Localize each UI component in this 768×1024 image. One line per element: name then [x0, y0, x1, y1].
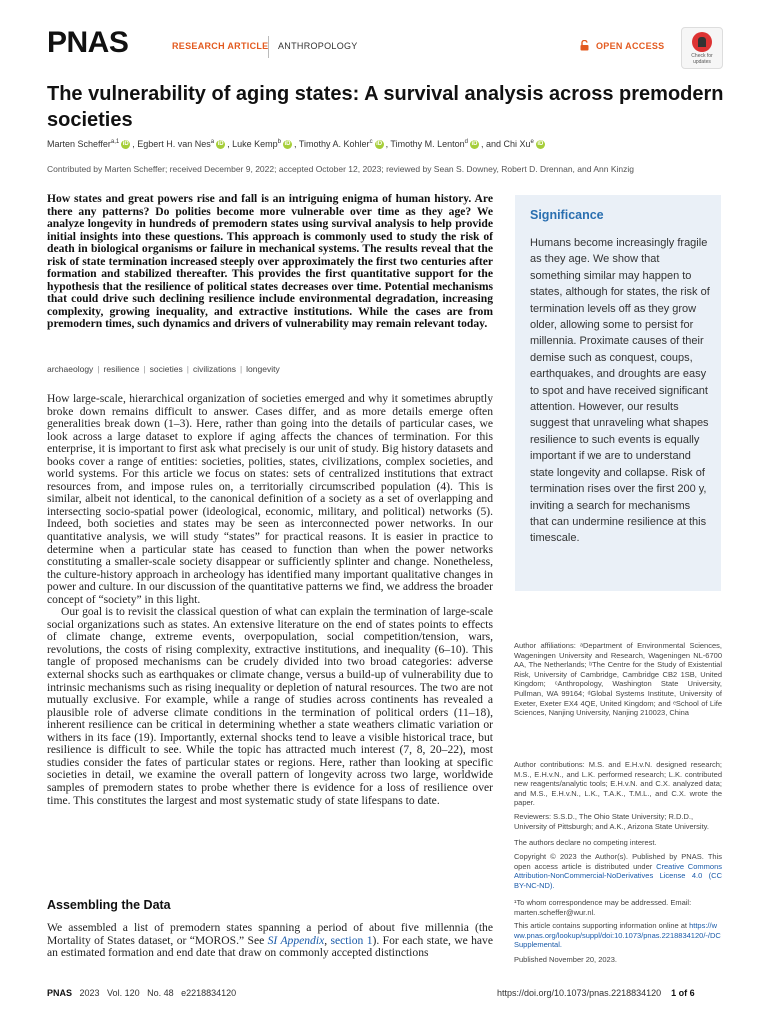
- author-name[interactable]: Chi Xu: [503, 139, 531, 149]
- author-contributions: Author contributions: M.S. and E.H.v.N. designed research; M.S., E.H.v.N., and L.K. performed research; L.K. contributed new reagents/analytic tools; E.H.v.N. and C.X. analyzed data; and M.S., E.H.v.N., L.K., T.A.K., T.M.L., and C.X. wrote the paper.: [514, 760, 722, 808]
- body-text: [47, 393, 493, 807]
- keyword[interactable]: archaeology: [47, 364, 94, 374]
- page-number: 1 of 6: [671, 988, 695, 998]
- footer-citation: PNAS 2023 Vol. 120 No. 48 e2218834120: [47, 988, 237, 998]
- orcid-icon[interactable]: iD: [471, 141, 478, 148]
- header-divider: [268, 36, 269, 58]
- contribution-line: Contributed by Marten Scheffer; received December 9, 2022; accepted October 12, 2023; reviewed by Sean S. Downey, Robert D. Drennan, and Ann Kinzig: [47, 164, 634, 174]
- body-paragraph: Our goal is to revisit the classical question of what can explain the termination of large-scale social organizations such as states. An extensive literature on the end of states points to effects of climate change, extreme events, overpopulation, social competition/tension, wars, revolutions, the costs of rising complexity, extractive institutions, and inequality (6–10). This tangle of proposed mechanisms can be crudely divided into two broad categories: adverse external shocks such as earthquakes or climate change, versus a build-up of vulnerability due to intrinsic mechanisms such as rising inequality or depletion of natural resources. The two are not mutually exclusive. For example, while a range of studies across continents has revealed a plausible role of adverse climate conditions in the termination of political orders (11–18), inherent resilience can be critical in determining whether a state weathers climatic variation or withers in its face (19). Importantly, external shocks tend to leave a visible historical trace, but resilience is difficult to see. While the topic has attracted much interest (7, 8, 20–22), most studies consider the fates of particular states or regions. Here, rather than looking at specific societies in detail, we examine the overall pattern of longevity across two large, worldwide samples of premodern states to probe whether there is evidence for a loss of resilience over time. This constitutes the largest and most systematic study of state lifespans to date.: [47, 605, 493, 807]
- significance-title: Significance: [530, 208, 604, 222]
- article-type: RESEARCH ARTICLE: [172, 41, 269, 51]
- open-access-lock-icon: [580, 40, 589, 51]
- check-updates-icon: [692, 32, 712, 52]
- footer-doi: [497, 988, 695, 998]
- open-access-label[interactable]: OPEN ACCESS: [596, 41, 665, 51]
- author-name[interactable]: Marten Scheffer: [47, 139, 111, 149]
- article-title: The vulnerability of aging states: A survival analysis across premodern societies: [47, 83, 724, 131]
- author-name[interactable]: Timothy M. Lenton: [390, 139, 465, 149]
- author-name[interactable]: Egbert H. van Nes: [137, 139, 211, 149]
- author-name[interactable]: Luke Kemp: [232, 139, 278, 149]
- author-name[interactable]: Timothy A. Kohler: [298, 139, 370, 149]
- orcid-icon[interactable]: iD: [284, 141, 291, 148]
- check-for-updates-badge[interactable]: [681, 27, 723, 69]
- si-section-link[interactable]: section 1: [330, 933, 373, 947]
- copyright: Copyright © 2023 the Author(s). Published by PNAS. This open access article is distributed under Creative Commons Attribution-NonCommercial-NoDerivatives License 4.0 (CC BY-NC-ND).: [514, 852, 722, 890]
- significance-text: Humans become increasingly fragile as they age. We show that something similar may happen to states, although for states, the risk of termination levels off as they grow older, allowing some to persist for millennia. Proximate causes of their demise such as conquest, coups, earthquakes, and droughts are easy to spot and have received significant attention. However, our results suggest that unraveling what shapes resilience to such events is equally important if we are to understand state longevity and collapse. Risk of termination rises over the first 200 y, inviting a search for mechanisms that can undermine resilience at this timescale.: [530, 237, 710, 545]
- keyword[interactable]: civilizations: [192, 364, 236, 374]
- keyword[interactable]: societies: [149, 364, 183, 374]
- reviewers: Reviewers: S.S.D., The Ohio State University; R.D.D., University of Pittsburgh; and A.K., Arizona State University.: [514, 812, 709, 831]
- si-appendix-link[interactable]: SI Appendix: [267, 933, 325, 947]
- published-date: Published November 20, 2023.: [514, 955, 617, 964]
- orcid-icon[interactable]: iD: [537, 141, 544, 148]
- article-section: ANTHROPOLOGY: [278, 41, 358, 51]
- keyword[interactable]: resilience: [103, 364, 140, 374]
- author-list: Marten Scheffer$^{a,1}$ iD , Egbert H. van Nes$^a$ iD , Luke Kemp$^b$ iD , Timothy A. Kohler$^c$ iD , Timothy M. Lenton$^d$ iD , and Chi Xu$^e$ iD: [47, 139, 544, 149]
- correspondence: ¹To whom correspondence may be addressed. Email: marten.scheffer@wur.nl.: [514, 898, 692, 917]
- doi-link[interactable]: https://doi.org/10.1073/pnas.2218834120: [497, 988, 662, 998]
- supporting-info: This article contains supporting information online at https://www.pnas.org/lookup/suppl/doi:10.1073/pnas.2218834120/-/DCSupplemental.: [514, 921, 721, 950]
- journal-logo[interactable]: PNAS: [47, 26, 129, 59]
- supplemental-link[interactable]: https://www.pnas.org/lookup/suppl/doi:10.1073/pnas.2218834120/-/DCSupplemental.: [514, 921, 721, 950]
- body-paragraph: How large-scale, hierarchical organization of societies emerged and why it sometimes abruptly broke down remains difficult to answer. Cases differ, and as more details emerge often generalities break down (1–3). Here, rather than going into the details of particular cases, we look across a large dataset to explore if aging affects the chances of termination. For this enterprise, it is important to first ask what precisely is our unit of study. Big history datasets and books cover a range of entities: societies, polities, states, civilizations, complex societies, and world systems. For this article we focus on states: sets of centralized institutions that extract resources from, and impose rules on, a territorially circumscribed population (4). This is similar, albeit not identical, to the canonical definition of a society as a set of overlapping and intersecting socio-spatial power (ideological, economic, military, and political) networks (5). Indeed, both societies and states may be seen as interconnected power networks. In our quantitative analysis, we will study “states” for practical reasons. It is easier in practice to determine when a particular state has ceased to function than when the power networks constituting a smaller-scale society disappear or sufficiently splinter and change. Nonetheless, the culture-history approach in archeology has identified many important qualitative changes in power and culture. In our discussion of the quantitative patterns we find, we address the broader concept of “society” in this light.: [47, 392, 493, 606]
- check-updates-text: Check for updates: [691, 53, 713, 65]
- author-affiliations: Author affiliations: ᵃDepartment of Environmental Sciences, Wageningen University and Research, Wageningen NL-6700 AA, The Netherlands; ᵇThe Centre for the Study of Existential Risk, University of Cambridge, Cambridge CB2 1SB, United Kingdom; ᶜAnthropology, Washington State University, Pullman, WA 99164; ᵈGlobal Systems Institute, University of Exeter, Exeter EX4 4QE, United Kingdom; and ᵉSchool of Life Sciences, Nanjing University, Nanjing 210023, China: [514, 641, 722, 718]
- orcid-icon[interactable]: iD: [217, 141, 224, 148]
- body-paragraph: We assembled a list of premodern states spanning a period of about five millennia (the Mortality of States dataset, or “MOROS.” See SI Appendix, section 1). For each state, we have an estimated formation and end date that draw on commonly accepted distinctions: [47, 921, 493, 960]
- orcid-icon[interactable]: iD: [122, 141, 129, 148]
- keyword-list: archaeology | resilience | societies | civilizations | longevity: [47, 364, 280, 374]
- competing-interest: The authors declare no competing interest.: [514, 838, 657, 847]
- abstract: How states and great powers rise and fall is an intriguing enigma of human history. Are there any patterns? Do polities become more vulnerable over time as they age? We analyze longevity in hundreds of premodern states using survival analysis to help provide initial insights into these questions. This approach is commonly used to study the risk of death in biological organisms or failure in mechanical systems. The results reveal that the risk of state termination increased steeply over approximately the first two centuries after formation and stabilized thereafter. This provides the first quantitative support for the hypothesis that the resilience of political states decreases over time. Potential mechanisms that could drive such declining resilience include environmental degradation, increasing complexity, growing inequality, and extractive institutions. While the cases are from premodern times, such dynamics and drivers of vulnerability may remain relevant today.: [47, 192, 493, 331]
- license-link[interactable]: Creative Commons Attribution-NonCommercial-NoDerivatives License 4.0 (CC BY-NC-ND).: [514, 861, 722, 890]
- keyword[interactable]: longevity: [246, 364, 280, 374]
- section-heading: Assembling the Data: [47, 898, 171, 912]
- orcid-icon[interactable]: iD: [376, 141, 383, 148]
